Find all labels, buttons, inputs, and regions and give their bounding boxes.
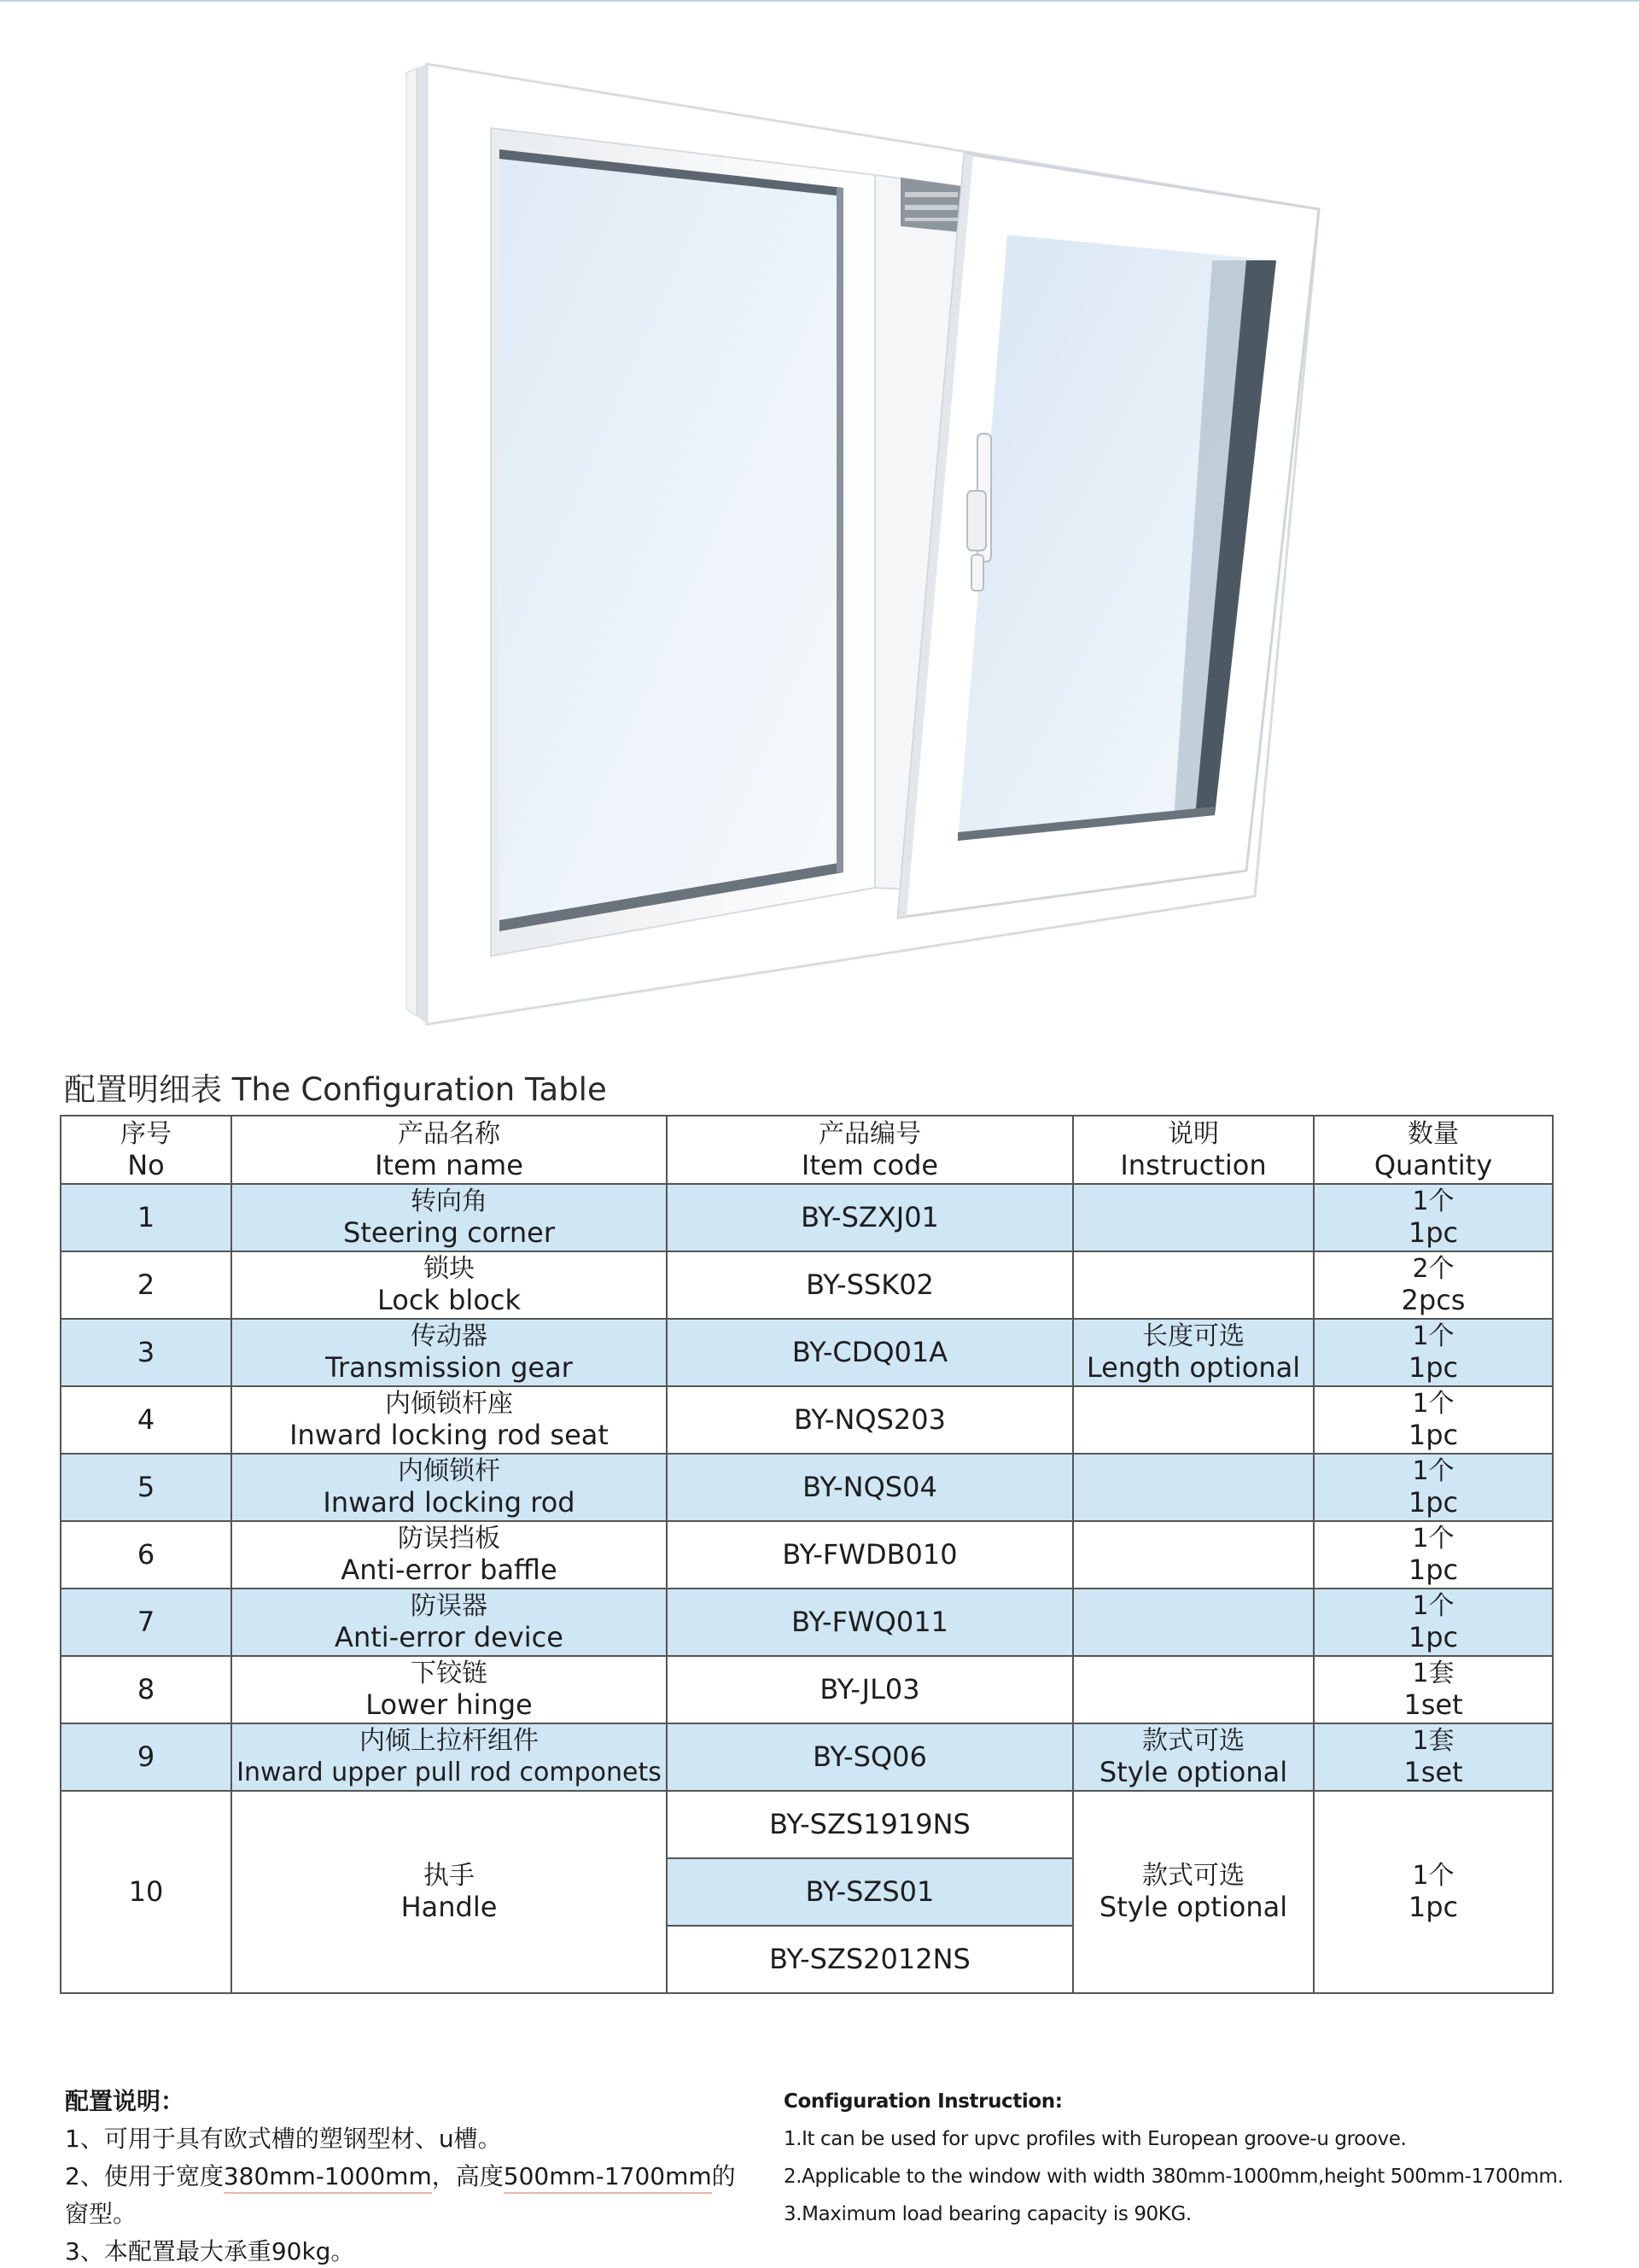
cell-quantity: 1套 1set bbox=[1314, 1723, 1553, 1791]
cell-instruction bbox=[1073, 1251, 1314, 1319]
cell-quantity: 1个 1pc bbox=[1314, 1521, 1553, 1589]
cell-instruction: 款式可选 Style optional bbox=[1073, 1791, 1314, 1993]
cell-no: 6 bbox=[61, 1521, 231, 1589]
cell-no: 4 bbox=[61, 1386, 231, 1454]
cell-no: 7 bbox=[61, 1589, 231, 1656]
notes-en-line-1: 1.It can be used for upvc profiles with European groove-u groove. bbox=[784, 2128, 1407, 2150]
cell-quantity: 1套 1set bbox=[1314, 1656, 1553, 1723]
cell-item-name: 防误挡板 Anti-error baffle bbox=[231, 1521, 667, 1589]
cell-item-name: 内倾锁杆座 Inward locking rod seat bbox=[231, 1386, 667, 1454]
configuration-notes-english bbox=[784, 2083, 1603, 2233]
notes-zh-line-3: 3、本配置最大承重90kg。 bbox=[65, 2237, 355, 2265]
cell-item-name: 执手 Handle bbox=[231, 1791, 667, 1993]
cell-quantity: 1个 1pc bbox=[1314, 1791, 1553, 1993]
notes-zh-line-2-cont: 窗型。 bbox=[65, 2200, 137, 2228]
header-no: 序号 No bbox=[61, 1116, 231, 1184]
table-row bbox=[61, 1521, 1553, 1589]
cell-quantity: 1个 1pc bbox=[1314, 1386, 1553, 1454]
cell-item-name: 传动器 Transmission gear bbox=[231, 1319, 667, 1386]
table-row-handle bbox=[61, 1791, 1553, 1858]
configuration-notes-chinese bbox=[65, 2083, 782, 2268]
cell-item-code: BY-SZS2012NS bbox=[667, 1926, 1073, 1993]
cell-item-code: BY-SZS01 bbox=[667, 1858, 1073, 1926]
table-row bbox=[61, 1386, 1553, 1454]
notes-zh-title: 配置说明： bbox=[65, 2087, 185, 2115]
cell-item-code: BY-FWQ011 bbox=[667, 1589, 1073, 1656]
header-item-code: 产品编号 Item code bbox=[667, 1116, 1073, 1184]
notes-en-title: Configuration Instruction: bbox=[784, 2090, 1063, 2113]
cell-item-code: BY-SQ06 bbox=[667, 1723, 1073, 1791]
table-row bbox=[61, 1184, 1553, 1251]
table-row bbox=[61, 1656, 1553, 1723]
notes-en-line-2: 2.Applicable to the window with width 380mm-1000mm,height 500mm-1700mm. bbox=[784, 2166, 1564, 2188]
configuration-table bbox=[60, 1115, 1554, 1994]
cell-quantity: 1个 1pc bbox=[1314, 1319, 1553, 1386]
cell-instruction bbox=[1073, 1656, 1314, 1723]
cell-item-code: BY-FWDB010 bbox=[667, 1521, 1073, 1589]
cell-item-name: 锁块 Lock block bbox=[231, 1251, 667, 1319]
cell-quantity: 1个 1pc bbox=[1314, 1184, 1553, 1251]
cell-item-name: 内倾锁杆 Inward locking rod bbox=[231, 1454, 667, 1521]
cell-instruction bbox=[1073, 1184, 1314, 1251]
cell-no: 9 bbox=[61, 1723, 231, 1791]
cell-quantity: 2个 2pcs bbox=[1314, 1251, 1553, 1319]
table-row bbox=[61, 1251, 1553, 1319]
cell-item-name: 转向角 Steering corner bbox=[231, 1184, 667, 1251]
table-header-row bbox=[61, 1116, 1553, 1184]
cell-instruction: 长度可选 Length optional bbox=[1073, 1319, 1314, 1386]
table-row bbox=[61, 1454, 1553, 1521]
notes-zh-line-2: 2、使用于宽度380mm-1000mm，高度500mm-1700mm的 bbox=[65, 2158, 782, 2195]
cell-quantity: 1个 1pc bbox=[1314, 1589, 1553, 1656]
cell-item-name: 防误器 Anti-error device bbox=[231, 1589, 667, 1656]
cell-instruction bbox=[1073, 1454, 1314, 1521]
cell-quantity: 1个 1pc bbox=[1314, 1454, 1553, 1521]
table-row bbox=[61, 1589, 1553, 1656]
cell-item-code: BY-SZXJ01 bbox=[667, 1184, 1073, 1251]
cell-no: 1 bbox=[61, 1184, 231, 1251]
cell-no: 3 bbox=[61, 1319, 231, 1386]
cell-no: 10 bbox=[61, 1791, 231, 1993]
cell-instruction bbox=[1073, 1386, 1314, 1454]
cell-item-code: BY-NQS203 bbox=[667, 1386, 1073, 1454]
cell-no: 2 bbox=[61, 1251, 231, 1319]
cell-item-name: 下铰链 Lower hinge bbox=[231, 1656, 667, 1723]
cell-item-name: 内倾上拉杆组件 Inward upper pull rod componets bbox=[231, 1723, 667, 1791]
cell-no: 8 bbox=[61, 1656, 231, 1723]
cell-instruction: 款式可选 Style optional bbox=[1073, 1723, 1314, 1791]
header-quantity: 数量 Quantity bbox=[1314, 1116, 1553, 1184]
cell-item-code: BY-CDQ01A bbox=[667, 1319, 1073, 1386]
section-title: 配置明细表 The Configuration Table bbox=[64, 1071, 607, 1108]
cell-item-code: BY-SSK02 bbox=[667, 1251, 1073, 1319]
cell-item-code: BY-JL03 bbox=[667, 1656, 1073, 1723]
cell-item-code: BY-NQS04 bbox=[667, 1454, 1073, 1521]
top-rule bbox=[0, 0, 1639, 2]
table-row bbox=[61, 1723, 1553, 1791]
table-row bbox=[61, 1319, 1553, 1386]
tilt-turn-window-illustration bbox=[393, 51, 1332, 1041]
cell-instruction bbox=[1073, 1521, 1314, 1589]
cell-instruction bbox=[1073, 1589, 1314, 1656]
header-item-name: 产品名称 Item name bbox=[231, 1116, 667, 1184]
notes-zh-line-1: 1、可用于具有欧式槽的塑钢型材、u槽。 bbox=[65, 2125, 502, 2153]
notes-en-line-3: 3.Maximum load bearing capacity is 90KG. bbox=[784, 2203, 1192, 2225]
left-glass bbox=[499, 149, 843, 930]
header-instruction: 说明 Instruction bbox=[1073, 1116, 1314, 1184]
cell-item-code: BY-SZS1919NS bbox=[667, 1791, 1073, 1858]
cell-no: 5 bbox=[61, 1454, 231, 1521]
